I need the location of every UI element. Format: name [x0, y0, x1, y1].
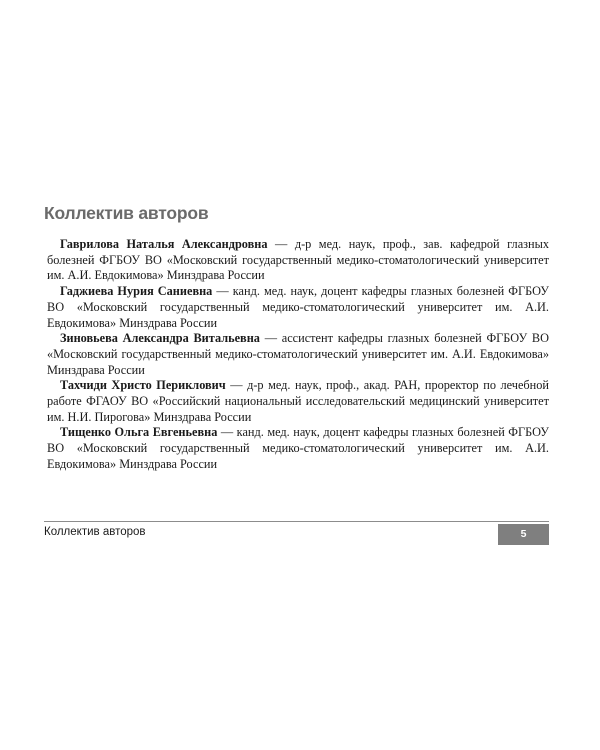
author-entry: Тахчиди Христо Периклович — д-р мед. наук, проф., акад. РАН, проректор по лечебной работе ФГАОУ ВО «Российский национальный исследовательский медицинский университет им. Н.И. Пирогова» Минздрава России: [47, 378, 549, 424]
page-number: 5: [498, 524, 549, 545]
author-description: канд. мед. наук, доцент кафедры глазных болезней ФГБОУ ВО «Московский государственный медико-стоматологический университет им. А.И. Евдокимова» Минздрава России: [47, 284, 550, 330]
author-description: канд. мед. наук, доцент кафедры глазных болезней ФГБОУ ВО «Московский государственный медико-стоматологический университет им. А.И. Евдокимова» Минздрава России: [47, 425, 550, 471]
author-name: Гаджиева Нурия Саниевна: [60, 284, 213, 299]
author-description: ассистент кафедры глазных болезней ФГБОУ ВО «Московский государственный медико-стоматологический университет им. А.И. Евдокимова» Минздрава России: [47, 331, 549, 377]
author-name: Зиновьева Александра Витальевна: [60, 331, 260, 346]
author-entry: Тищенко Ольга Евгеньевна — канд. мед. наук, доцент кафедры глазных болезней ФГБОУ ВО «Московский государственный медико-стоматологический университет им. А.И. Евдокимова» Минздрава России: [47, 425, 550, 471]
author-entry: Зиновьева Александра Витальевна — ассистент кафедры глазных болезней ФГБОУ ВО «Московский государственный медико-стоматологический университет им. А.И. Евдокимова» Минздрава России: [47, 331, 549, 377]
running-footer-title: Коллектив авторов: [44, 526, 146, 538]
author-entry: Гаврилова Наталья Александровна — д-р мед. наук, проф., зав. кафедрой глазных болезней ФГБОУ ВО «Московский государственный медико-стоматологический университет им. А.И. Евдокимова» Минздрава России: [47, 237, 549, 283]
author-list: [47, 237, 549, 473]
author-entry: Гаджиева Нурия Саниевна — канд. мед. наук, доцент кафедры глазных болезней ФГБОУ ВО «Московский государственный медико-стоматологический университет им. А.И. Евдокимова» Минздрава России: [47, 284, 550, 330]
author-name: Тищенко Ольга Евгеньевна: [60, 425, 218, 440]
author-name: Тахчиди Христо Периклович: [60, 378, 226, 393]
author-name: Гаврилова Наталья Александровна: [60, 237, 268, 251]
author-description: д-р мед. наук, проф., зав. кафедрой глазных болезней ФГБОУ ВО «Московский государственный медико-стоматологический университет им. А.И. Евдокимова» Минздрава России: [47, 237, 549, 283]
author-description: д-р мед. наук, проф., акад. РАН, проректор по лечебной работе ФГАОУ ВО «Российский национальный исследовательский медицинский университет им. Н.И. Пирогова» Минздрава России: [47, 378, 549, 424]
footer-divider: [44, 521, 549, 522]
page-title: Коллектив авторов: [44, 203, 209, 223]
